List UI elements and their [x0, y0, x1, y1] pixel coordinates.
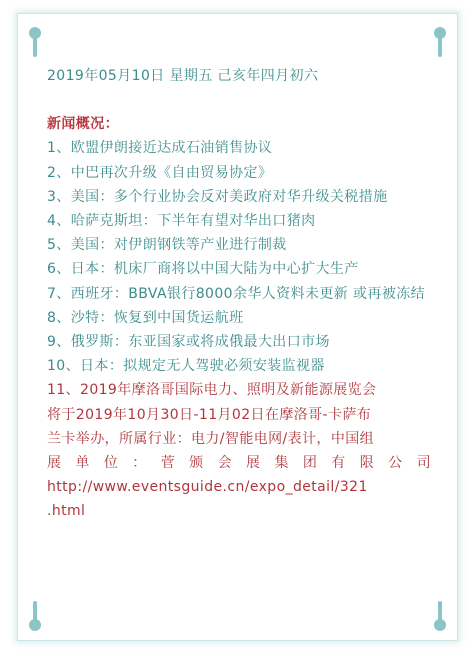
news-item-9: 9、俄罗斯：东亚国家或将成俄最大出口市场 — [47, 334, 330, 351]
pin-icon-bottom-left — [29, 601, 41, 631]
news-item-11-line-4: 展单位：菅颁会展集团有限公司 — [47, 455, 431, 472]
news-item-5: 5、美国：对伊朗钢铁等产业进行制裁 — [47, 237, 287, 254]
news-item-11-line-2: 将于2019年10月30日-11月02日在摩洛哥-卡萨布 — [47, 406, 372, 423]
news-item-2: 2、中巴再次升级《自由贸易协定》 — [47, 164, 273, 181]
pin-icon-top-right — [434, 27, 446, 57]
news-item-11-line-1: 11、2019年摩洛哥国际电力、照明及新能源展览会 — [47, 382, 377, 399]
news-item-4: 4、哈萨克斯坦：下半年有望对华出口猪肉 — [47, 213, 316, 230]
news-item-7: 7、西班牙：BBVA银行8000余华人资料未更新 或再被冻结 — [47, 285, 426, 302]
news-item-8: 8、沙特：恢复到中国货运航班 — [47, 309, 244, 326]
news-item-1: 1、欧盟伊朗接近达成石油销售协议 — [47, 140, 273, 157]
news-heading: 新闻概况： — [47, 116, 119, 133]
news-item-10: 10、日本：拟规定无人驾驶必须安装监视器 — [47, 358, 325, 375]
expo-link[interactable]: http://www.eventsguide.cn/expo_detail/321 — [47, 479, 368, 496]
pin-icon-top-left — [29, 27, 41, 57]
news-item-6: 6、日本：机床厂商将以中国大陆为中心扩大生产 — [47, 261, 359, 278]
news-item-11-line-3: 兰卡举办，所属行业：电力/智能电网/表计，中国组 — [47, 430, 375, 447]
news-content — [47, 64, 431, 524]
pin-icon-bottom-right — [434, 601, 446, 631]
expo-link-suffix[interactable]: .html — [47, 503, 86, 520]
date-line: 2019年05月10日 星期五 己亥年四月初六 — [47, 68, 319, 84]
news-item-3: 3、美国：多个行业协会反对美政府对华升级关税措施 — [47, 188, 388, 205]
